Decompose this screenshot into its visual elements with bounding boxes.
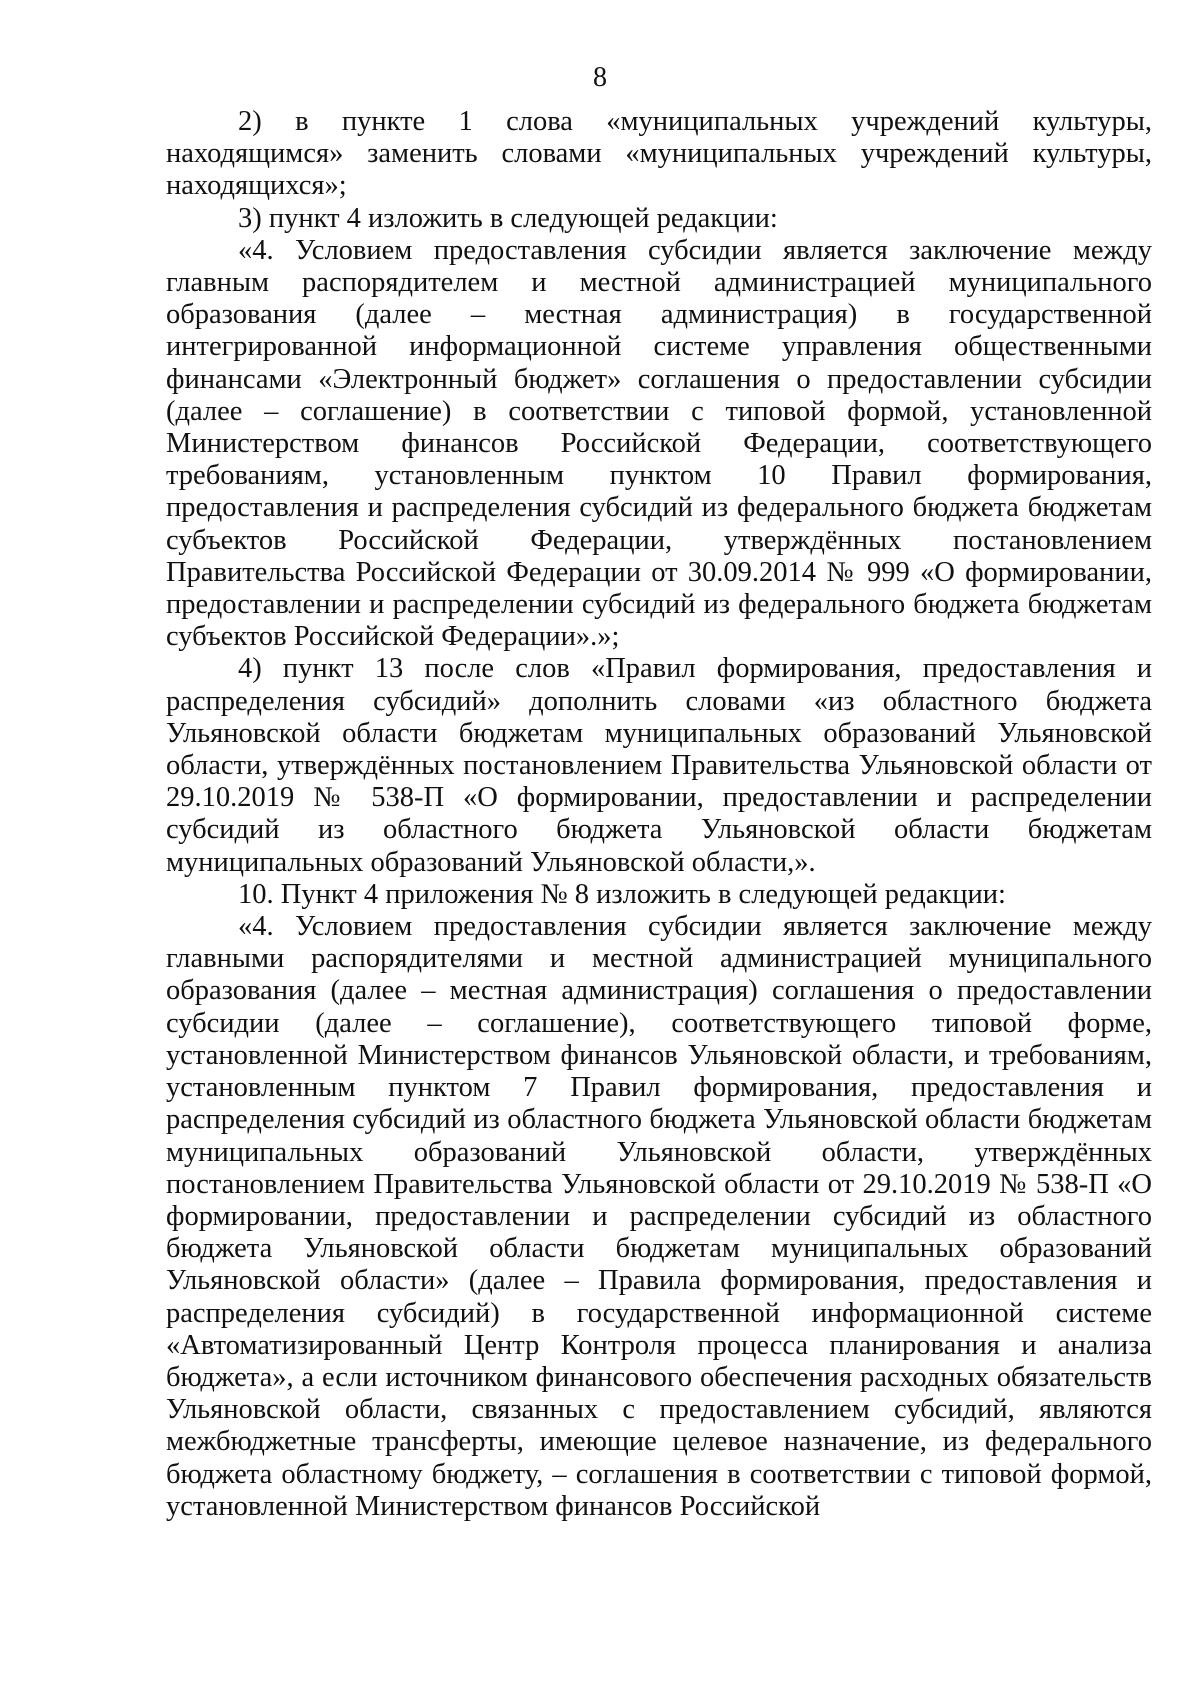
document-body bbox=[166, 106, 1152, 1523]
paragraph-item-2: 2) в пункте 1 слова «муниципальных учреждений культуры, находящимся» заменить словами «муниципальных учреждений культуры, находящихся»; bbox=[166, 106, 1152, 202]
paragraph-item-3: 3) пункт 4 изложить в следующей редакции: bbox=[238, 202, 778, 234]
paragraph-quoted-point-4-appendix-8: «4. Условием предоставления субсидии является заключение между главными распорядителями и местной администрацией муниципального образования (далее – местная администрация) соглашения о предоставлении субсидии (далее – соглашение), соответствующего типовой форме, установленной Министерством финансов Ульяновской области, и требованиям, установленным пунктом 7 Правил формирования, предоставления и распределения субсидий из областного бюджета Ульяновской области бюджетам муниципальных образований Ульяновской области, утверждённых постановлением Правительства Ульяновской области от 29.10.2019 № 538-П «О формировании, предоставлении и распределении субсидий из областного бюджета Ульяновской области бюджетам муниципальных образований Ульяновской области» (далее – Правила формирования, предоставления и распределения субсидий) в государственной информационной системе «Автоматизированный Центр Контроля процесса планирования и анализа бюджета», а если источником финансового обеспечения расходных обязательств Ульяновской области, связанных с предоставлением субсидий, являются межбюджетные трансферты, имеющие целевое назначение, из федерального бюджета областному бюджету, – соглашения в соответствии с типовой формой, установленной Министерством финансов Российской bbox=[166, 911, 1152, 1522]
paragraph-point-10: 10. Пункт 4 приложения № 8 изложить в следующей редакции: bbox=[238, 878, 1006, 910]
paragraph-quoted-point-4: «4. Условием предоставления субсидии является заключение между главным распорядителем и местной администрацией муниципального образования (далее – местная администрация) в государственной интегрированной информационной системе управления общественными финансами «Электронный бюджет» соглашения о предоставлении субсидии (далее – соглашение) в соответствии с типовой формой, установленной Министерством финансов Российской Федерации, соответствующего требованиям, установленным пунктом 10 Правил формирования, предоставления и распределения субсидий из федерального бюджета бюджетам субъектов Российской Федерации, утверждённых постановлением Правительства Российской Федерации от 30.09.2014 № 999 «О формировании, предоставлении и распределении субсидий из федерального бюджета бюджетам субъектов Российской Федерации».»; bbox=[166, 234, 1152, 653]
page-number: 8 bbox=[593, 62, 607, 93]
paragraph-item-4: 4) пункт 13 после слов «Правил формирования, предоставления и распределения субсидий» дополнить словами «из областного бюджета Ульяновской области бюджетам муниципальных образований Ульяновской области, утверждённых постановлением Правительства Ульяновской области от 29.10.2019 № 538-П «О формировании, предоставлении и распределении субсидий из областного бюджета Ульяновской области бюджетам муниципальных образований Ульяновской области,». bbox=[166, 653, 1152, 878]
